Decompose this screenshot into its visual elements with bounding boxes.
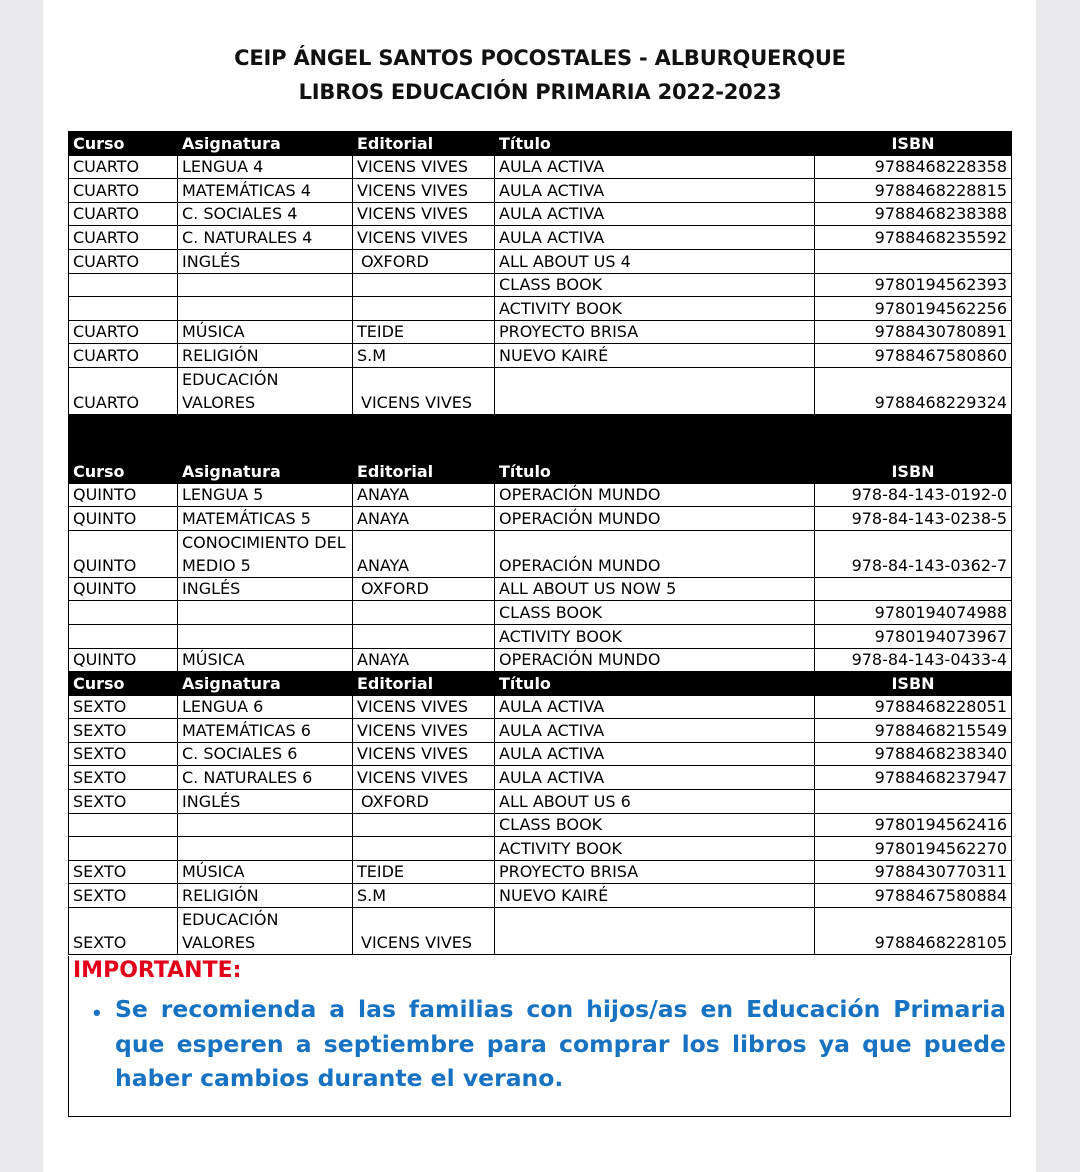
editorial-cell: VICENS VIVES <box>353 908 495 955</box>
editorial-cell: VICENS VIVES <box>353 226 495 250</box>
curso-cell: QUINTO <box>69 530 178 577</box>
school-title: CEIP ÁNGEL SANTOS POCOSTALES - ALBURQUERQUE <box>234 46 846 70</box>
curso-cell: CUARTO <box>69 179 178 203</box>
table-row <box>69 766 1012 790</box>
asignatura-cell: RELIGIÓN <box>178 884 353 908</box>
table-row <box>69 719 1012 743</box>
asignatura-cell: MATEMÁTICAS 4 <box>178 179 353 203</box>
curso-cell: CUARTO <box>69 249 178 273</box>
curso-cell: QUINTO <box>69 577 178 601</box>
asignatura-cell: MÚSICA <box>178 648 353 672</box>
isbn-cell: 9780194562270 <box>815 837 1012 861</box>
table-row <box>69 273 1012 297</box>
titulo-cell: AULA ACTIVA <box>495 226 815 250</box>
editorial-cell: VICENS VIVES <box>353 719 495 743</box>
curso-cell <box>69 813 178 837</box>
titulo-cell: PROYECTO BRISA <box>495 320 815 344</box>
titulo-cell: CLASS BOOK <box>495 601 815 625</box>
editorial-cell: TEIDE <box>353 860 495 884</box>
isbn-cell <box>815 577 1012 601</box>
column-header-asignatura: Asignatura <box>178 672 353 696</box>
curso-cell: SEXTO <box>69 766 178 790</box>
column-header-curso: Curso <box>69 672 178 696</box>
bullet-icon: • <box>93 1000 101 1025</box>
asignatura-cell: C. SOCIALES 4 <box>178 202 353 226</box>
important-label: IMPORTANTE: <box>73 958 242 983</box>
isbn-cell: 9788468228105 <box>815 908 1012 955</box>
titulo-cell <box>495 367 815 414</box>
table-row <box>69 601 1012 625</box>
titulo-cell: OPERACIÓN MUNDO <box>495 648 815 672</box>
asignatura-cell: C. SOCIALES 6 <box>178 742 353 766</box>
table-row <box>69 249 1012 273</box>
curso-cell: CUARTO <box>69 367 178 414</box>
column-header-editorial: Editorial <box>353 672 495 696</box>
editorial-cell: ANAYA <box>353 507 495 531</box>
asignatura-cell <box>178 837 353 861</box>
column-header-titulo: Título <box>495 672 815 696</box>
curso-cell: CUARTO <box>69 202 178 226</box>
curso-cell: SEXTO <box>69 742 178 766</box>
isbn-cell <box>815 790 1012 814</box>
titulo-cell: AULA ACTIVA <box>495 695 815 719</box>
isbn-cell: 978-84-143-0192-0 <box>815 483 1012 507</box>
column-header-curso: Curso <box>69 132 178 156</box>
isbn-cell: 9780194562256 <box>815 297 1012 321</box>
table-row <box>69 837 1012 861</box>
editorial-cell: S.M <box>353 884 495 908</box>
column-header-titulo: Título <box>495 132 815 156</box>
titulo-cell: ACTIVITY BOOK <box>495 297 815 321</box>
table-row <box>69 884 1012 908</box>
column-header-editorial: Editorial <box>353 459 495 483</box>
editorial-cell: S.M <box>353 344 495 368</box>
isbn-cell: 9780194073967 <box>815 624 1012 648</box>
table-row <box>69 297 1012 321</box>
editorial-cell: VICENS VIVES <box>353 766 495 790</box>
editorial-cell: OXFORD <box>353 790 495 814</box>
curso-cell <box>69 624 178 648</box>
editorial-cell: ANAYA <box>353 648 495 672</box>
editorial-cell: VICENS VIVES <box>353 367 495 414</box>
asignatura-cell: LENGUA 4 <box>178 155 353 179</box>
titulo-cell: CLASS BOOK <box>495 813 815 837</box>
column-header-curso: Curso <box>69 459 178 483</box>
table-row <box>69 344 1012 368</box>
titulo-cell: AULA ACTIVA <box>495 719 815 743</box>
isbn-cell: 9788467580860 <box>815 344 1012 368</box>
isbn-cell <box>815 249 1012 273</box>
asignatura-cell: INGLÉS <box>178 249 353 273</box>
column-header-titulo: Título <box>495 459 815 483</box>
editorial-cell: VICENS VIVES <box>353 742 495 766</box>
titulo-cell: ACTIVITY BOOK <box>495 624 815 648</box>
table-header-row <box>69 672 1012 696</box>
isbn-cell: 9788468238340 <box>815 742 1012 766</box>
table-row <box>69 530 1012 577</box>
editorial-cell <box>353 813 495 837</box>
editorial-cell <box>353 297 495 321</box>
editorial-cell <box>353 624 495 648</box>
editorial-cell: VICENS VIVES <box>353 202 495 226</box>
column-header-asignatura: Asignatura <box>178 459 353 483</box>
curso-cell: SEXTO <box>69 695 178 719</box>
titulo-cell: ALL ABOUT US 4 <box>495 249 815 273</box>
curso-cell: QUINTO <box>69 648 178 672</box>
titulo-cell: ALL ABOUT US NOW 5 <box>495 577 815 601</box>
titulo-cell: OPERACIÓN MUNDO <box>495 507 815 531</box>
isbn-cell: 978-84-143-0238-5 <box>815 507 1012 531</box>
editorial-cell <box>353 273 495 297</box>
column-header-asignatura: Asignatura <box>178 132 353 156</box>
titulo-cell: NUEVO KAIRÉ <box>495 344 815 368</box>
table-row <box>69 624 1012 648</box>
titulo-cell: NUEVO KAIRÉ <box>495 884 815 908</box>
asignatura-cell: MATEMÁTICAS 6 <box>178 719 353 743</box>
titulo-cell: PROYECTO BRISA <box>495 860 815 884</box>
table-row <box>69 179 1012 203</box>
asignatura-cell: LENGUA 6 <box>178 695 353 719</box>
asignatura-cell <box>178 273 353 297</box>
table-row <box>69 202 1012 226</box>
editorial-cell: ANAYA <box>353 483 495 507</box>
table-header-row <box>69 132 1012 156</box>
table-row <box>69 908 1012 955</box>
table-row <box>69 813 1012 837</box>
table-row <box>69 742 1012 766</box>
curso-cell <box>69 273 178 297</box>
book-list-table <box>68 131 1012 955</box>
asignatura-cell: C. NATURALES 6 <box>178 766 353 790</box>
isbn-cell: 9788468228358 <box>815 155 1012 179</box>
titulo-cell: ACTIVITY BOOK <box>495 837 815 861</box>
asignatura-cell: LENGUA 5 <box>178 483 353 507</box>
titulo-cell: CLASS BOOK <box>495 273 815 297</box>
table-row <box>69 155 1012 179</box>
table-row <box>69 695 1012 719</box>
table-header-row <box>69 459 1012 483</box>
column-header-editorial: Editorial <box>353 132 495 156</box>
table-row <box>69 507 1012 531</box>
isbn-cell: 9788430780891 <box>815 320 1012 344</box>
asignatura-cell <box>178 624 353 648</box>
column-header-isbn: ISBN <box>815 132 1012 156</box>
curso-cell: CUARTO <box>69 226 178 250</box>
isbn-cell: 9788430770311 <box>815 860 1012 884</box>
curso-cell: CUARTO <box>69 155 178 179</box>
asignatura-cell: MÚSICA <box>178 320 353 344</box>
isbn-cell: 9788467580884 <box>815 884 1012 908</box>
isbn-cell: 9780194074988 <box>815 601 1012 625</box>
curso-cell: CUARTO <box>69 344 178 368</box>
asignatura-cell: MATEMÁTICAS 5 <box>178 507 353 531</box>
column-header-isbn: ISBN <box>815 672 1012 696</box>
table-row <box>69 483 1012 507</box>
titulo-cell: OPERACIÓN MUNDO <box>495 530 815 577</box>
table-row <box>69 860 1012 884</box>
editorial-cell: VICENS VIVES <box>353 179 495 203</box>
table-row <box>69 320 1012 344</box>
important-text: Se recomienda a las familias con hijos/as en Educación Primaria que esperen a septiembre para comprar los libros ya que puede haber cambios durante el verano. <box>115 995 1006 1092</box>
curso-cell: SEXTO <box>69 884 178 908</box>
isbn-cell: 978-84-143-0362-7 <box>815 530 1012 577</box>
titulo-cell: AULA ACTIVA <box>495 179 815 203</box>
curso-cell: SEXTO <box>69 719 178 743</box>
editorial-cell: OXFORD <box>353 577 495 601</box>
titulo-cell: AULA ACTIVA <box>495 155 815 179</box>
curso-cell <box>69 601 178 625</box>
table-row <box>69 226 1012 250</box>
isbn-cell: 978-84-143-0433-4 <box>815 648 1012 672</box>
table-row <box>69 648 1012 672</box>
isbn-cell: 9788468228815 <box>815 179 1012 203</box>
important-notice <box>68 956 1011 1117</box>
asignatura-cell: C. NATURALES 4 <box>178 226 353 250</box>
asignatura-cell: CONOCIMIENTO DEL MEDIO 5 <box>178 530 353 577</box>
titulo-cell <box>495 908 815 955</box>
isbn-cell: 9788468237947 <box>815 766 1012 790</box>
isbn-cell: 9788468235592 <box>815 226 1012 250</box>
curso-cell <box>69 297 178 321</box>
asignatura-cell <box>178 297 353 321</box>
asignatura-cell: INGLÉS <box>178 790 353 814</box>
titulo-cell: OPERACIÓN MUNDO <box>495 483 815 507</box>
editorial-cell: VICENS VIVES <box>353 155 495 179</box>
isbn-cell: 9788468228051 <box>815 695 1012 719</box>
section-separator <box>69 414 1012 459</box>
list-subtitle: LIBROS EDUCACIÓN PRIMARIA 2022-2023 <box>298 80 782 104</box>
table-row <box>69 577 1012 601</box>
editorial-cell <box>353 601 495 625</box>
curso-cell: SEXTO <box>69 790 178 814</box>
asignatura-cell <box>178 813 353 837</box>
asignatura-cell: RELIGIÓN <box>178 344 353 368</box>
editorial-cell: TEIDE <box>353 320 495 344</box>
isbn-cell: 9788468215549 <box>815 719 1012 743</box>
column-header-isbn: ISBN <box>815 459 1012 483</box>
editorial-cell <box>353 837 495 861</box>
curso-cell: QUINTO <box>69 507 178 531</box>
titulo-cell: AULA ACTIVA <box>495 766 815 790</box>
editorial-cell: ANAYA <box>353 530 495 577</box>
isbn-cell: 9788468229324 <box>815 367 1012 414</box>
table-row <box>69 790 1012 814</box>
curso-cell: QUINTO <box>69 483 178 507</box>
editorial-cell: OXFORD <box>353 249 495 273</box>
asignatura-cell <box>178 601 353 625</box>
asignatura-cell: EDUCACIÓN VALORES <box>178 367 353 414</box>
titulo-cell: AULA ACTIVA <box>495 202 815 226</box>
curso-cell: SEXTO <box>69 908 178 955</box>
isbn-cell: 9780194562393 <box>815 273 1012 297</box>
titulo-cell: ALL ABOUT US 6 <box>495 790 815 814</box>
table-row <box>69 367 1012 414</box>
isbn-cell: 9788468238388 <box>815 202 1012 226</box>
editorial-cell: VICENS VIVES <box>353 695 495 719</box>
titulo-cell: AULA ACTIVA <box>495 742 815 766</box>
asignatura-cell: INGLÉS <box>178 577 353 601</box>
asignatura-cell: EDUCACIÓN VALORES <box>178 908 353 955</box>
curso-cell <box>69 837 178 861</box>
curso-cell: SEXTO <box>69 860 178 884</box>
curso-cell: CUARTO <box>69 320 178 344</box>
asignatura-cell: MÚSICA <box>178 860 353 884</box>
isbn-cell: 9780194562416 <box>815 813 1012 837</box>
